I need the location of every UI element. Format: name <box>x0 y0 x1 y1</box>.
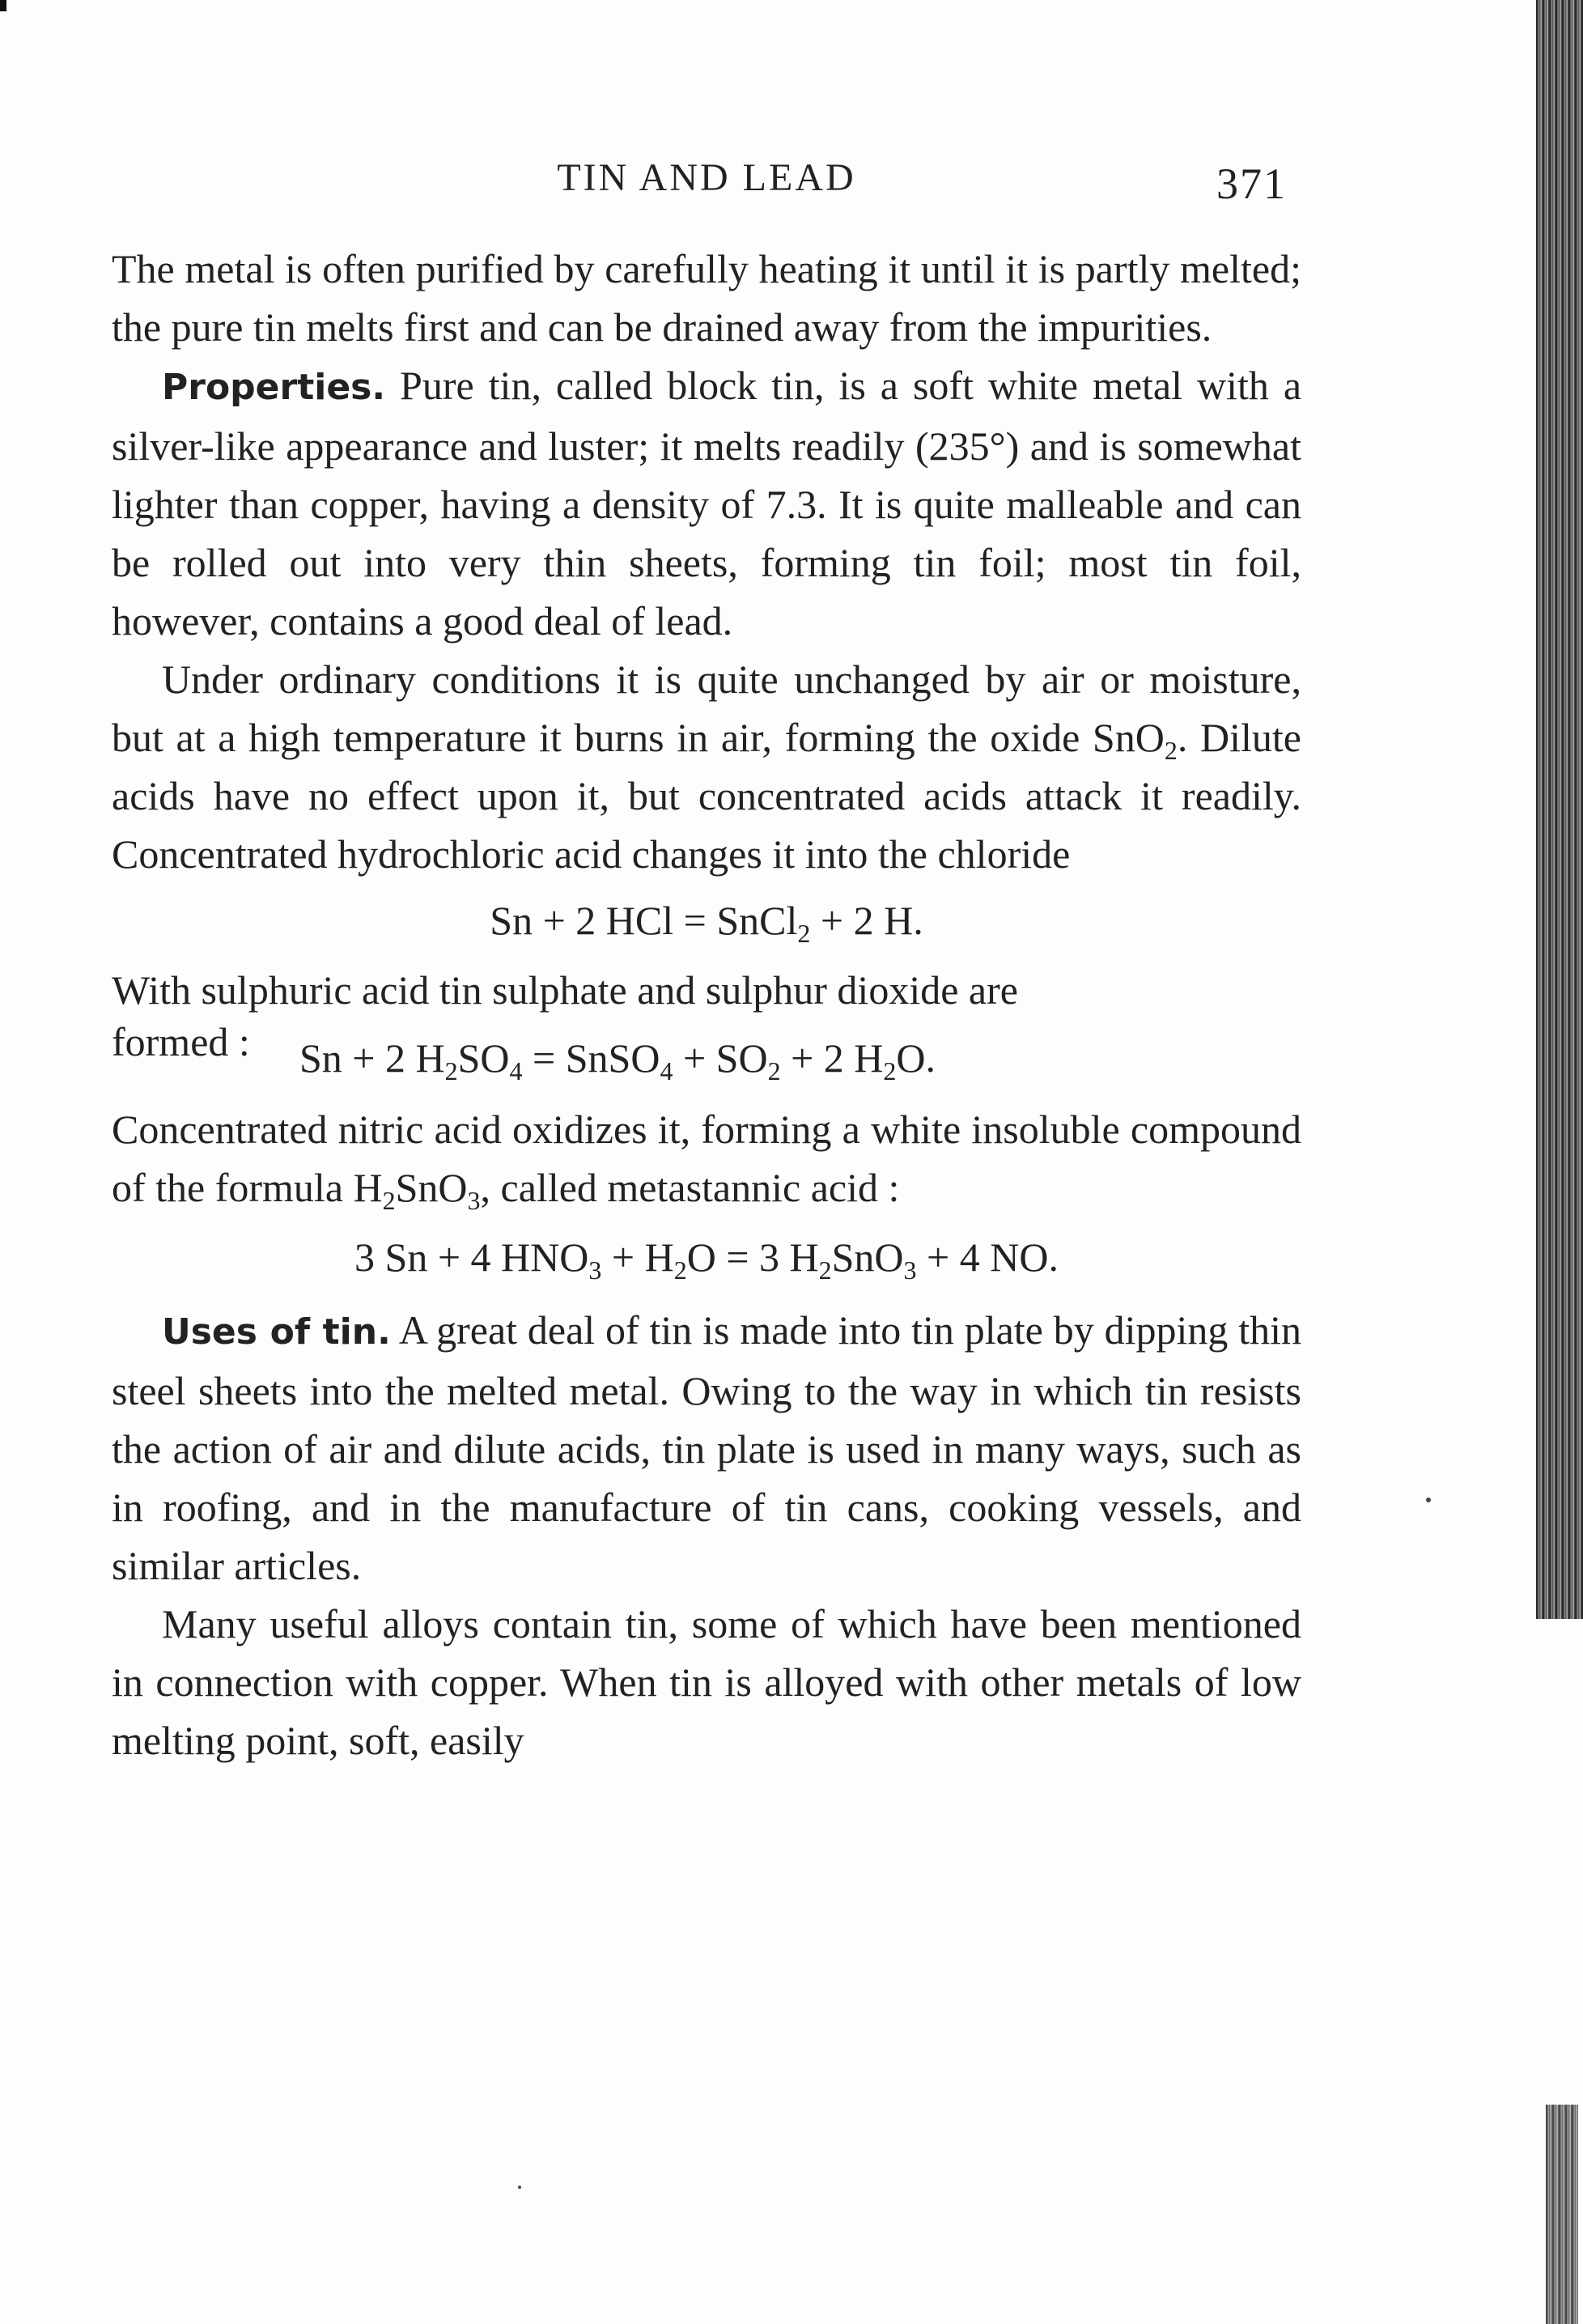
text-run: , called metastannic acid : <box>480 1165 900 1210</box>
page-number: 371 <box>1216 159 1287 208</box>
subscript: 2 <box>382 1186 396 1215</box>
text-run: Concentrated nitric acid oxidizes it, forming a white insoluble compound of the formula H <box>112 1107 1301 1210</box>
page-header <box>112 155 1301 212</box>
scan-speck <box>1426 1498 1431 1502</box>
subscript: 2 <box>883 1056 897 1086</box>
eq-text: 3 Sn + 4 HNO <box>354 1234 589 1280</box>
eq-text: + 2 H <box>780 1035 884 1081</box>
formed-word: formed : <box>112 1019 250 1064</box>
section-heading-properties: Properties. <box>162 367 386 408</box>
scan-edge-shadow-top <box>1536 0 1583 1619</box>
eq-text: + 4 NO. <box>916 1234 1059 1280</box>
paragraph-uses-text: A great deal of tin is made into tin plate by dipping thin steel sheets into the melted metal. Owing to the way in which tin resists the action of air and dilute acids, tin plate is used in many ways, such as in roofing, and in the manufacture of tin cans, cooking vessels, and similar articles. <box>112 1307 1301 1588</box>
equation-sulphuric <box>299 1029 936 1087</box>
eq-text: O. <box>896 1035 936 1081</box>
equation-nitric <box>112 1228 1301 1286</box>
eq-text: O = 3 H <box>686 1234 819 1280</box>
subscript: 3 <box>467 1186 481 1215</box>
subscript: 2 <box>673 1255 687 1285</box>
section-heading-uses: Uses of tin. <box>162 1311 391 1353</box>
eq-text: SnO <box>831 1234 904 1280</box>
subscript: 2 <box>818 1255 832 1285</box>
running-head: TIN AND LEAD <box>557 156 856 199</box>
scan-edge-shadow-bottom <box>1546 2105 1578 2324</box>
eq-text: = SnSO <box>522 1035 660 1081</box>
paragraph-alloys: Many useful alloys contain tin, some of which have been mentioned in connection with copper. When tin is alloyed with other metals of low melting point, soft, easily <box>112 1601 1301 1763</box>
text-run: SnO <box>395 1165 468 1210</box>
eq-text: Sn + 2 H <box>299 1035 445 1081</box>
subscript: 3 <box>588 1255 602 1285</box>
paragraph-reactions <box>112 650 1301 883</box>
eq-text: + SO <box>673 1035 768 1081</box>
text-run: . Dilute acids have no effect upon it, but concentrated acids attack it readily. Concentrated hydrochloric acid changes it into the chloride <box>112 715 1301 877</box>
subscript: 4 <box>509 1056 523 1086</box>
subscript: 4 <box>660 1056 673 1086</box>
subscript: 2 <box>444 1056 458 1086</box>
eq-text: + 2 H. <box>810 898 923 943</box>
subscript: 3 <box>903 1255 917 1285</box>
body-text <box>112 240 1301 1770</box>
paragraph-sulphuric: With sulphuric acid tin sulphate and sulphur dioxide are <box>112 967 1018 1013</box>
subscript: 2 <box>797 919 811 948</box>
scan-speck <box>518 2186 521 2189</box>
scan-corner-mark <box>0 0 6 11</box>
subscript: 2 <box>767 1056 781 1086</box>
paragraph-properties-text: Pure tin, called block tin, is a soft white metal with a silver-like appearance and luster; it melts readily (235°) and is somewhat lighter than copper, having a density of 7.3. It is quite malleable and can be rolled out into very thin sheets, forming tin foil; most tin foil, however, contains a good deal of lead. <box>112 363 1302 644</box>
eq-text: SO <box>457 1035 510 1081</box>
text-run: Under ordinary conditions it is quite unchanged by air or moisture, but at a high temperature it burns in air, forming the oxide SnO <box>112 656 1301 760</box>
eq-text: Sn + 2 HCl = SnCl <box>490 898 798 943</box>
equation-hcl <box>112 891 1301 950</box>
paragraph-purification: The metal is often purified by carefully heating it until it is partly melted; the pure tin melts first and can be drained away from the impurities. <box>112 246 1301 350</box>
paragraph-uses <box>112 1301 1301 1595</box>
formed-line <box>112 1019 1301 1100</box>
eq-text: + H <box>601 1234 674 1280</box>
paragraph-nitric <box>112 1100 1301 1217</box>
paragraph-properties <box>112 356 1301 650</box>
subscript: 2 <box>1164 736 1178 765</box>
